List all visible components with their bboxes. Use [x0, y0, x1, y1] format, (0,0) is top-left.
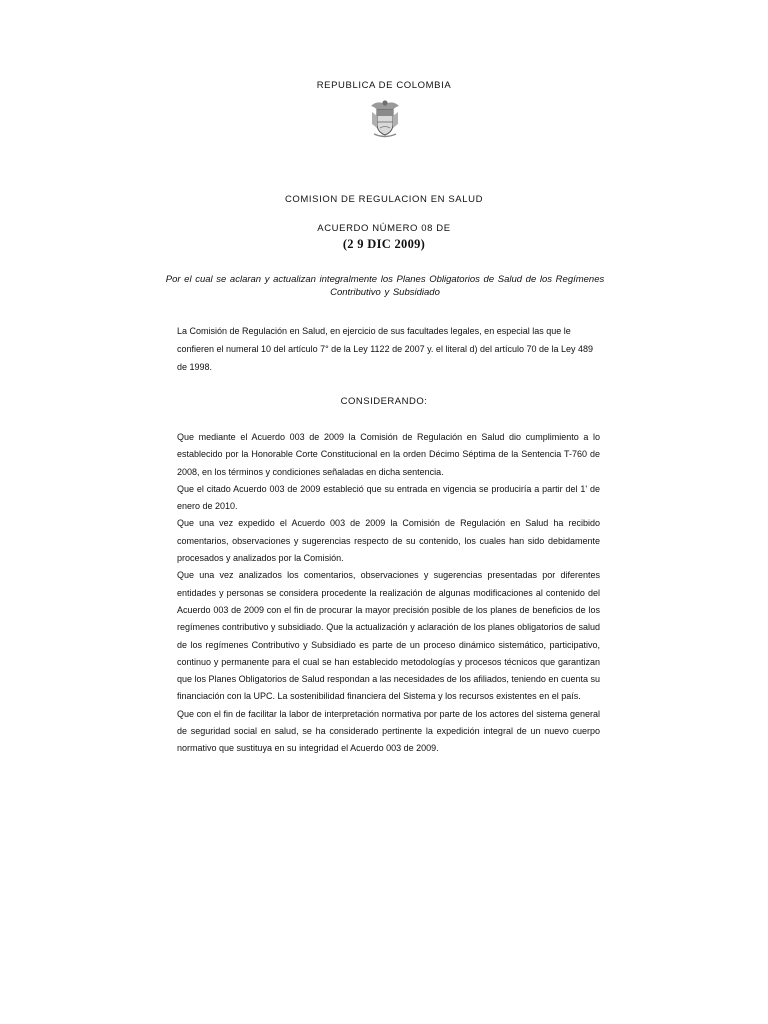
considerations-body — [177, 429, 600, 758]
agreement-subtitle: Por el cual se aclaran y actualizan integralmente los Planes Obligatorios de Salud de los Regímenes Contributivo y Subsidiado — [165, 274, 605, 298]
consideration-paragraph: Que con el fin de facilitar la labor de interpretación normativa por parte de los actores del sistema general de seguridad social en salud, se ha considerado pertinente la expedición integral de un nuevo cuerpo normativo que sustituya en su integridad el Acuerdo 003 de 2009. — [177, 708, 600, 754]
agreement-number: ACUERDO NÚMERO 08 DE — [317, 223, 451, 234]
consideration-paragraph: Que una vez expedido el Acuerdo 003 de 2009 la Comisión de Regulación en Salud ha recibido comentarios, observaciones y sugerencias respecto de su contenido, los cuales han sido debidamente procesados y analizados por la Comisión. — [177, 518, 600, 564]
commission-title: COMISION DE REGULACION EN SALUD — [284, 194, 484, 205]
considerando-heading: CONSIDERANDO: — [340, 396, 428, 407]
country-header: REPUBLICA DE COLOMBIA — [316, 80, 452, 91]
agreement-date: (2 9 DIC 2009) — [342, 237, 426, 251]
consideration-paragraph: Que una vez analizados los comentarios, observaciones y sugerencias presentadas por diferentes entidades y personas se considera procedente la realización de algunas modificaciones al contenido del Acuerdo 003 de 2009 con el fin de procurar la mayor precisión posible de los planes de beneficios de los regímenes contributivo y subsidiado. Que la actualización y aclaración de los planes obligatorios de salud de los regímenes Contributivo y Subsidiado es parte de un proceso dinámico sistemático, participativo, continuo y permanente para el cual se han establecido metodologías y procesos técnicos que garantizan que los Planes Obligatorios de Salud respondan a las necesidades de los afiliados, teniendo en cuenta su financiación con la UPC. La sostenibilidad financiera del Sistema y los recursos existentes en el país. — [177, 570, 600, 702]
consideration-paragraph: Que el citado Acuerdo 003 de 2009 estableció que su entrada en vigencia se produciría a partir del 1' de enero de 2010. — [177, 483, 600, 512]
intro-paragraph: La Comisión de Regulación en Salud, en ejercicio de sus facultades legales, en especial las que le confieren el numeral 10 del artículo 7° de la Ley 1122 de 2007 y. el literal d) del artículo 70 de la Ley 489 de 1998. — [177, 326, 594, 372]
consideration-paragraph: Que mediante el Acuerdo 003 de 2009 la Comisión de Regulación en Salud dio cumplimiento a lo establecido por la Honorable Corte Constitucional en la orden Décimo Séptima de la Sentencia T-760 de 2008, en los términos y condiciones señaladas en dicha sentencia. — [177, 432, 600, 477]
colombia-coat-of-arms-icon — [369, 98, 401, 140]
